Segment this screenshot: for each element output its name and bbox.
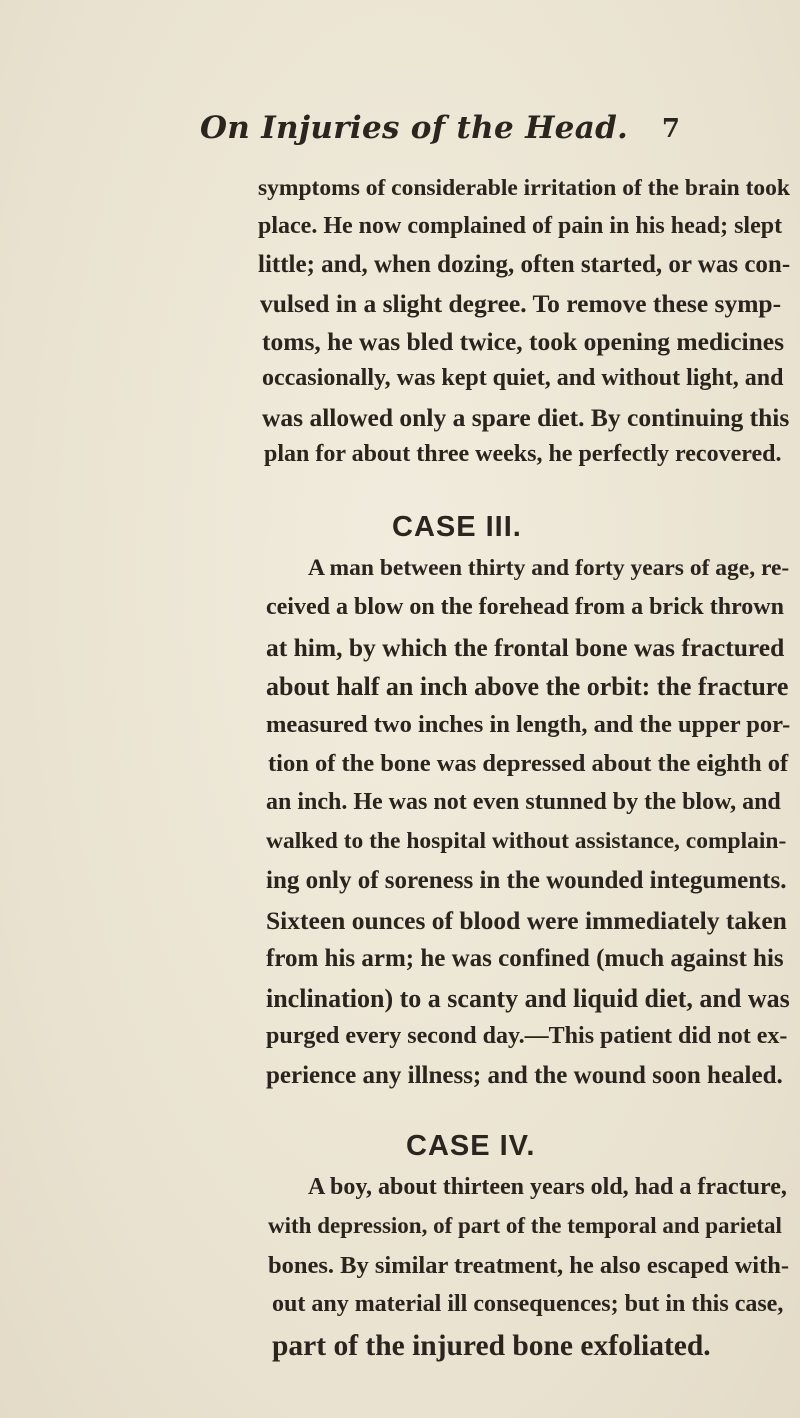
text-line: tion of the bone was depressed about the eighth of [268, 750, 789, 777]
page-header [160, 110, 680, 160]
text-line: occasionally, was kept quiet, and without light, and [262, 365, 784, 391]
text-line: A boy, about thirteen years old, had a fracture, [308, 1174, 787, 1200]
text-line: from his arm; he was confined (much against his [266, 945, 784, 972]
text-line: part of the injured bone exfoliated. [272, 1330, 711, 1362]
text-line: A man between thirty and forty years of age, re- [308, 555, 790, 581]
text-line: at him, by which the frontal bone was fractured [266, 633, 785, 662]
text-line: symptoms of considerable irritation of the brain took [258, 175, 790, 201]
text-line: perience any illness; and the wound soon healed. [266, 1062, 783, 1089]
text-line: walked to the hospital without assistance, complain- [266, 828, 787, 854]
text-line: plan for about three weeks, he perfectly recovered. [264, 441, 782, 467]
text-line: out any material ill consequences; but in this case, [272, 1291, 784, 1317]
text-line: inclination) to a scanty and liquid diet, and was [266, 984, 790, 1013]
text-line: place. He now complained of pain in his head; slept [258, 213, 783, 239]
text-line: ing only of soreness in the wounded integuments. [266, 867, 787, 894]
text-line: vulsed in a slight degree. To remove these symp- [260, 289, 782, 318]
text-line: ceived a blow on the forehead from a brick thrown [266, 594, 784, 620]
case-iv-heading: CASE IV. [406, 1130, 536, 1162]
text-line: bones. By similar treatment, he also escaped with- [268, 1252, 790, 1279]
text-line: about half an inch above the orbit: the fracture [266, 672, 789, 701]
text-line: an inch. He was not even stunned by the blow, and [266, 789, 781, 815]
text-line: Sixteen ounces of blood were immediately taken [266, 906, 787, 935]
text-line: little; and, when dozing, often started, or was con- [258, 251, 791, 278]
text-line: purged every second day.—This patient did not ex- [266, 1023, 788, 1049]
text-line: toms, he was bled twice, took opening medicines [262, 327, 785, 356]
text-line: with depression, of part of the temporal and parietal [268, 1213, 782, 1238]
running-title: On Injuries of the Head. [200, 110, 629, 146]
text-line: was allowed only a spare diet. By continuing this [262, 403, 790, 432]
case-iii-heading: CASE III. [392, 511, 522, 543]
page-number: 7 [661, 114, 680, 144]
text-line: measured two inches in length, and the upper por- [266, 711, 791, 738]
